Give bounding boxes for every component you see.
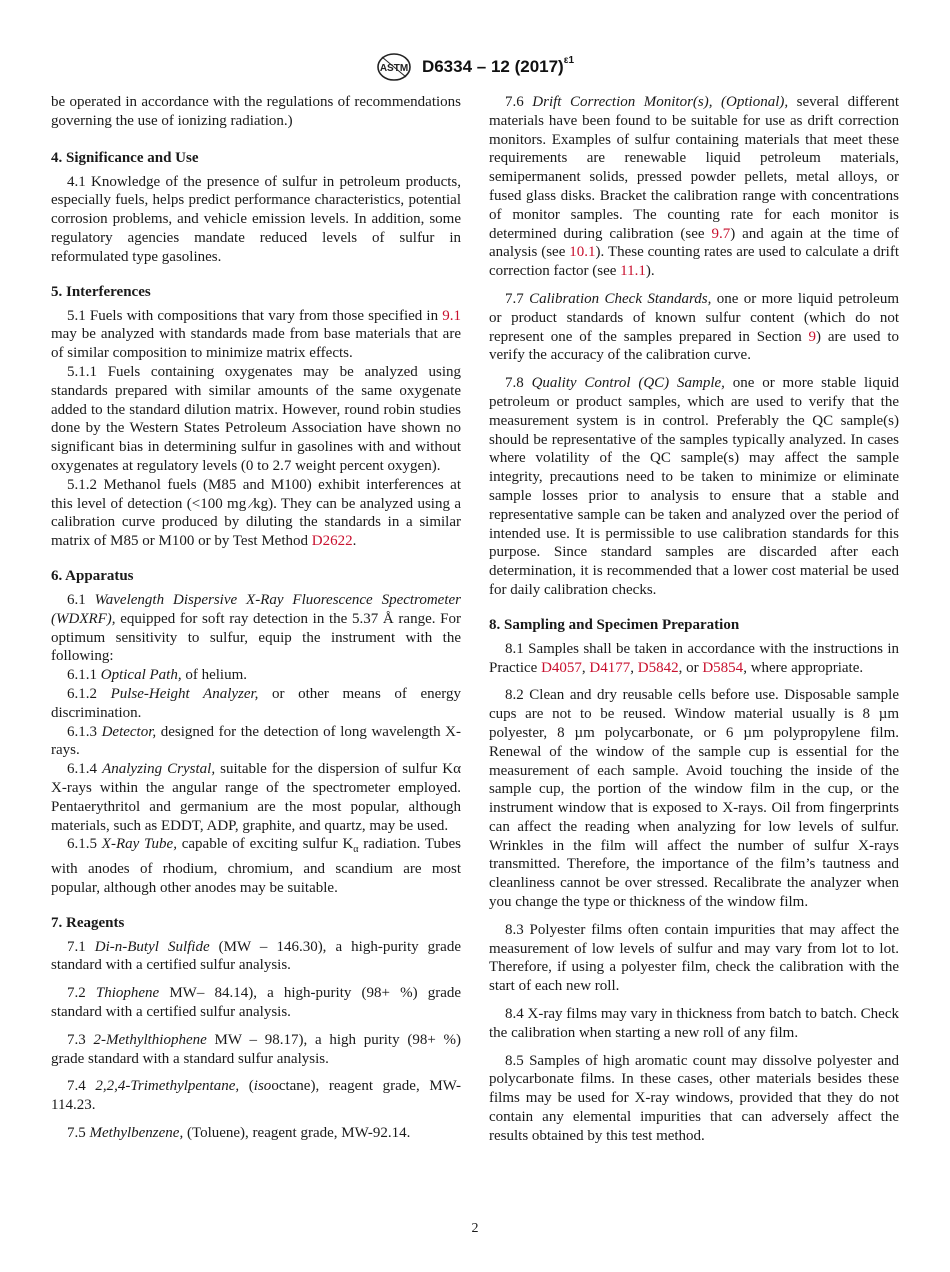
link-9-7[interactable]: 9.7 bbox=[711, 225, 731, 242]
paragraph-6-1-5: 6.1.5 X-Ray Tube, capable of exciting sulfur $K_\alpha$ radiation. Tubes with anodes of rhodium, chromium, and scandium are most popular, although other anodes may be suitable. bbox=[51, 836, 461, 896]
paragraph-7-6: 7.6 Drift Correction Monitor(s), (Optional), several different materials have been found to be suitable for use as drift correction monitors. Examples of sulfur containing materials that meet these requirements are renewable liquid petroleum materials, semipermanent solids, pressed powder pellets, metal alloys, or fused glass disks. Bracket the calibration range with concentrations of monitor samples. The counting rate for each monitor is determined during calibration (see 9.7) and again at the time of analysis (see 10.1). These counting rates are used to calculate a drift correction factor (see 11.1). bbox=[489, 94, 900, 280]
paragraph-7-2: 7.2 Thiophene MW– 84.14), a high-purity (98+ %) grade standard with a certified sulfur analysis. bbox=[51, 985, 462, 1021]
link-d2622[interactable]: D2622 bbox=[311, 533, 353, 550]
paragraph-5-1-2: 5.1.2 Methanol fuels (M85 and M100) exhibit interferences at this level of detection (<100 mg ⁄kg). They can be analyzed using a calibration curve produced by diluting the standards in a similar matrix of M85 or M100 or by Test Method D2622. bbox=[51, 476, 461, 550]
paragraph-6-1-3: 6.1.3 Detector, designed for the detection of long wavelength X-rays. bbox=[51, 723, 461, 759]
section-6-heading: 6. Apparatus bbox=[51, 567, 134, 584]
link-d4057[interactable]: D4057 bbox=[541, 659, 582, 676]
link-10-1[interactable]: 10.1 bbox=[569, 244, 596, 261]
paragraph-6-1-1: 6.1.1 Optical Path, of helium. bbox=[67, 667, 247, 684]
paragraph-6-1-4: 6.1.4 Analyzing Crystal, suitable for the dispersion of sulfur Kα X-rays within the angular range of the spectrometer employed. Pentaerythritol and germanium are the most popular, although materials, such as EDDT, ADP, graphite, and quartz, may be used. bbox=[51, 761, 461, 834]
paragraph-8-3: 8.3 Polyester films often contain impurities that may affect the measurement of low levels of sulfur and may vary from lot to lot. Therefore, if using a polyester film, check the calibration with the start of each new roll. bbox=[489, 921, 899, 995]
link-9-1[interactable]: 9.1 bbox=[442, 307, 461, 324]
section-7-heading: 7. Reagents bbox=[51, 914, 125, 931]
page-number: 2 bbox=[471, 1221, 479, 1236]
document-designation: D6334 – 12 $(2017)^{\varepsilon 1}$ bbox=[421, 55, 575, 76]
paragraph-7-1: 7.1 Di-n-Butyl Sulfide (MW – 146.30), a high-purity grade standard with a certified sulfur analysis. bbox=[51, 938, 461, 974]
svg-text:ASTM: ASTM bbox=[379, 63, 409, 74]
astm-logo-icon bbox=[376, 52, 412, 82]
link-11-1[interactable]: 11.1 bbox=[620, 263, 646, 280]
page-header bbox=[0, 52, 950, 82]
paragraph-8-2: 8.2 Clean and dry reusable cells before use. Disposable sample cups are not to be reused. Window material usually is 8 µm polyester, 8 µm polycarbonate, or 6 µm polypropylene film. Renewal of the window of the sample cup is essential for the measurement of each sample. Avoid touching the inside of the sample cup, the portion of the window film in the cup, or the instrument window that is exposed to X-rays. Oil from fingerprints can affect the reading when analyzing for low levels of sulfur. Wrinkles in the film will affect the number of sulfur X-rays transmitted. Therefore, the importance of the film’s tautness and cleanliness cannot be over stressed. Recalibrate the analyzer when you change the type or thickness of the window film. bbox=[489, 687, 899, 911]
paragraph-7-3: 7.3 2-Methylthiophene MW – 98.17), a high purity (98+ %) grade standard with a standard sulfur analysis. bbox=[51, 1031, 462, 1067]
paragraph-5-1-1: 5.1.1 Fuels containing oxygenates may be analyzed using standards prepared with similar amounts of the same oxygenate added to the standard dilution matrix. However, round robin studies done by the Western States Petroleum Association have shown no significant bias in determining sulfur in gasolines with and without oxygenates at regulatory levels (0 to 2.7 weight percent oxygen). bbox=[51, 363, 461, 474]
paragraph-8-5: 8.5 Samples of high aromatic count may dissolve polyester and polycarbonate films. In these cases, other materials besides these films may be used for X-ray windows, provided that they do not contain any elemental impurities that can adversely affect the results obtained by this test method. bbox=[489, 1052, 899, 1144]
epsilon-superscript: ε1 bbox=[563, 55, 575, 66]
section-8-heading: 8. Sampling and Specimen Preparation bbox=[489, 616, 740, 633]
paragraph-7-4: 7.4 2,2,4-Trimethylpentane, (isooctane), reagent grade, MW-114.23. bbox=[51, 1078, 462, 1114]
paragraph-4-1: 4.1 Knowledge of the presence of sulfur in petroleum products, especially fuels, helps predict performance characteristics, potential corrosion problems, and vehicle emission levels. In addition, some regulatory agencies mandate reduced levels of sulfur in reformulated type gasolines. bbox=[51, 173, 461, 265]
link-section-9[interactable]: 9 bbox=[808, 328, 817, 345]
section-4-heading: 4. Significance and Use bbox=[51, 149, 199, 166]
paragraph-6-1: 6.1 Wavelength Dispersive X-Ray Fluorescence Spectrometer (WDXRF), equipped for soft ray detection in the 5.37 Å range. For optimum sensitivity to sulfur, equip the instrument with the following: bbox=[51, 591, 461, 665]
paragraph-6-1-2: 6.1.2 Pulse-Height Analyzer, or other means of energy discrimination. bbox=[51, 685, 461, 721]
link-d5854[interactable]: D5854 bbox=[702, 659, 744, 676]
left-column bbox=[51, 93, 461, 1143]
section-5-heading: 5. Interferences bbox=[51, 283, 151, 300]
paragraph-7-5: 7.5 Methylbenzene, (Toluene), reagent grade, MW-92.14. bbox=[67, 1125, 411, 1142]
paragraph-continuation: be operated in accordance with the regulations of recommendations governing the use of ionizing radiation.) bbox=[51, 94, 461, 129]
link-d4177[interactable]: D4177 bbox=[589, 659, 631, 676]
paragraph-8-4: 8.4 X-ray films may vary in thickness from batch to batch. Check the calibration when starting a new roll of any film. bbox=[489, 1006, 899, 1041]
paragraph-8-1: 8.1 Samples shall be taken in accordance with the instructions in Practice D4057, D4177, D5842, or D5854, where appropriate. bbox=[489, 640, 899, 676]
right-column bbox=[489, 93, 899, 1146]
paragraph-7-7: 7.7 Calibration Check Standards, one or more liquid petroleum or product standards of known sulfur content (which do not represent one of the samples prepared in Section 9) are used to verify the accuracy of the calibration curve. bbox=[489, 290, 900, 364]
paragraph-5-1: 5.1 Fuels with compositions that vary from those specified in 9.1 may be analyzed with standards made from base materials that are of similar composition to minimize matrix effects. bbox=[51, 307, 461, 362]
link-d5842[interactable]: D5842 bbox=[637, 659, 679, 676]
paragraph-7-8: 7.8 Quality Control (QC) Sample, one or more stable liquid petroleum or product samples, which are used to verify that the measurement system is in control. Preferably the QC sample(s) should be representative of the samples typically analyzed. In cases where volatility of the QC sample(s) may affect the sample integrity, precautions need to be taken to minimize or eliminate sample losses prior to analysis to ensure that a stable and representative sample can be taken and analyzed over the period of intended use. It is permissible to use calibration standards for this purpose. Since standard samples are discarded after each determination, it is recommended that a lower cost material be used for daily calibration checks. bbox=[489, 375, 899, 598]
